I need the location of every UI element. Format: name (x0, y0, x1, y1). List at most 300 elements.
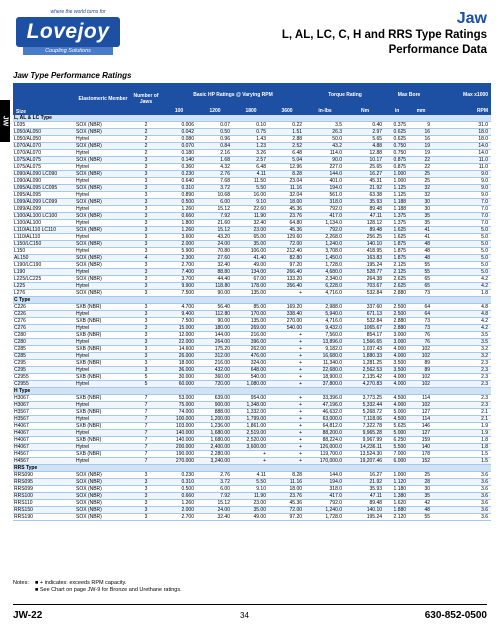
table-cell: 100.000 (161, 416, 197, 423)
table-cell: 89 (409, 367, 433, 374)
table-cell: 256.25 (345, 234, 385, 241)
table-cell: SXB (NBR) (75, 374, 131, 381)
table-cell: 532.84 (345, 318, 385, 325)
table-cell: 5.0 (459, 241, 491, 248)
table-cell: L075/AL075 (13, 157, 75, 164)
table-cell: 3 (131, 493, 161, 500)
table-cell (433, 367, 459, 374)
table-cell: 75.000 (161, 402, 197, 409)
table-cell: 0.875 (385, 157, 409, 164)
table-cell (433, 269, 459, 276)
table-cell: 7.400 (161, 269, 197, 276)
table-cell: 114.0 (305, 150, 345, 157)
table-cell: 16.27 (345, 472, 385, 479)
table-cell: 3 (131, 213, 161, 220)
table-cell: H3067 (13, 395, 75, 402)
table-cell: 5.900 (161, 248, 197, 255)
table-cell: 0.230 (161, 171, 197, 178)
table-cell: 792.0 (305, 500, 345, 507)
table-cell: 0.22 (269, 122, 305, 129)
table-cell: 854.17 (345, 332, 385, 339)
table-cell (433, 444, 459, 451)
table-cell: 112.80 (197, 311, 233, 318)
table-cell: SXB (NBR) (75, 395, 131, 402)
table-cell: 3.000 (385, 332, 409, 339)
table-cell: 32.40 (197, 262, 233, 269)
table-cell: 2.76 (197, 171, 233, 178)
header-torque-group: Torque Rating (328, 91, 362, 98)
table-cell: 417.0 (305, 213, 345, 220)
table-cell: 5.0 (459, 262, 491, 269)
table-cell: SOX (NBR) (75, 143, 131, 150)
table-cell: 3.6 (459, 479, 491, 486)
table-cell: 3,773.25 (345, 395, 385, 402)
table-cell: 888.00 (197, 409, 233, 416)
table-cell: 540.00 (233, 374, 269, 381)
table-row (13, 374, 491, 381)
table-cell: 5.500 (385, 444, 409, 451)
table-row (13, 171, 491, 178)
logo-badge (16, 17, 120, 47)
table-cell: 2.000 (161, 241, 197, 248)
table-cell: 21.92 (345, 479, 385, 486)
table-cell: 4.8 (459, 304, 491, 311)
table-cell: 2.52 (269, 143, 305, 150)
table-cell: 3 (131, 325, 161, 332)
page-title: L, AL, LC, C, H and RRS Type Ratings (281, 29, 487, 41)
table-cell: L100/AL100 LC100 (13, 213, 75, 220)
header-jaws: Number of Jaws (133, 92, 159, 105)
table-cell: 27.60 (197, 255, 233, 262)
table-cell: 1065.67 (345, 325, 385, 332)
logo-wordmark: Lovejoy (26, 20, 110, 43)
table-cell: 2.880 (385, 325, 409, 332)
table-cell: 0.660 (161, 213, 197, 220)
table-cell: 1.880 (385, 507, 409, 514)
table-cell: 792.0 (305, 227, 345, 234)
table-cell: Hytrel (75, 416, 131, 423)
table-header-row (13, 83, 491, 107)
table-cell: 3 (131, 227, 161, 234)
table-cell: 1,200.00 (197, 416, 233, 423)
table-row (13, 360, 491, 367)
table-cell: + (269, 437, 305, 444)
table-cell: Hytrel (75, 269, 131, 276)
section-label: H Type (13, 388, 491, 395)
table-cell: 30.000 (161, 374, 197, 381)
table-cell: 2,135.42 (345, 374, 385, 381)
table-cell: 2.1 (459, 416, 491, 423)
table-cell: Hytrel (75, 402, 131, 409)
table-cell: 2.880 (385, 290, 409, 297)
table-cell: 1.180 (385, 486, 409, 493)
table-cell: Hytrel (75, 430, 131, 437)
table-cell: SOX (NBR) (75, 171, 131, 178)
table-row (13, 248, 491, 255)
table-row (13, 353, 491, 360)
table-row (13, 458, 491, 465)
table-cell: 4.500 (385, 395, 409, 402)
table-cell: 0.75 (233, 129, 269, 136)
table-cell (433, 129, 459, 136)
table-cell: 24.00 (197, 507, 233, 514)
table-cell: 48 (409, 255, 433, 262)
table-cell: 140.10 (345, 241, 385, 248)
table-cell: 3 (131, 339, 161, 346)
table-cell: Hytrel (75, 234, 131, 241)
table-cell (433, 479, 459, 486)
table-cell: 3 (131, 206, 161, 213)
table-cell: Hytrel (75, 178, 131, 185)
table-cell: + (269, 353, 305, 360)
table-cell: Hytrel (75, 458, 131, 465)
table-cell (433, 150, 459, 157)
table-cell: 5.000 (385, 430, 409, 437)
table-cell: 23.76 (269, 213, 305, 220)
footer-page-code: JW-22 (13, 610, 43, 621)
table-cell (433, 346, 459, 353)
table-cell: 3 (131, 283, 161, 290)
table-cell: 2.3 (459, 402, 491, 409)
table-cell: 5,940.0 (305, 311, 345, 318)
table-cell: 401.0 (305, 178, 345, 185)
table-cell (433, 143, 459, 150)
table-cell: 3 (131, 157, 161, 164)
section-row (13, 388, 491, 395)
table-cell: C2955 (13, 374, 75, 381)
table-cell: 37,800.0 (305, 381, 345, 388)
table-cell: 170,000.0 (305, 458, 345, 465)
table-cell: SOX (NBR) (75, 122, 131, 129)
table-cell: 2.500 (385, 311, 409, 318)
lovejoy-logo[interactable] (13, 9, 119, 55)
table-cell: H3567 (13, 409, 75, 416)
table-cell: 0.006 (161, 122, 197, 129)
table-row (13, 339, 491, 346)
table-cell: 0.10 (233, 122, 269, 129)
table-cell: 14.0 (459, 150, 491, 157)
table-cell: 3 (131, 164, 161, 171)
table-cell: 25 (409, 472, 433, 479)
table-cell: 67.00 (233, 276, 269, 283)
table-cell: 36.000 (161, 367, 197, 374)
table-cell: 102 (409, 381, 433, 388)
table-cell: 190.000 (161, 451, 197, 458)
table-cell: Hytrel (75, 353, 131, 360)
table-cell: C2955 (13, 381, 75, 388)
table-cell: 1,080.00 (233, 381, 269, 388)
table-cell: 3 (131, 353, 161, 360)
table-cell (433, 318, 459, 325)
table-cell: 12.000 (161, 332, 197, 339)
table-cell: 3 (131, 472, 161, 479)
table-cell: 7.92 (197, 213, 233, 220)
table-cell: + (269, 409, 305, 416)
table-cell: SOX (NBR) (75, 213, 131, 220)
table-cell: 3.6 (459, 486, 491, 493)
header-in: in (394, 108, 400, 114)
table-cell: 338.40 (269, 311, 305, 318)
table-cell: + (269, 367, 305, 374)
table-cell: 41 (409, 227, 433, 234)
table-cell: 2,519.00 (233, 430, 269, 437)
table-cell: 0.40 (345, 122, 385, 129)
table-cell: 55 (409, 262, 433, 269)
table-cell: 102 (409, 353, 433, 360)
table-row (13, 346, 491, 353)
table-cell (433, 185, 459, 192)
table-cell (433, 332, 459, 339)
table-cell: + (269, 290, 305, 297)
table-cell: H4567 (13, 451, 75, 458)
table-cell: 63,000.0 (305, 416, 345, 423)
table-cell: 5 (131, 381, 161, 388)
table-cell: 18.00 (269, 199, 305, 206)
table-cell: 32 (409, 192, 433, 199)
table-cell: 12.88 (345, 150, 385, 157)
table-row (13, 122, 491, 129)
table-cell: 194.0 (305, 185, 345, 192)
table-row (13, 395, 491, 402)
ratings-table (13, 83, 491, 521)
table-cell: 2,520.00 (233, 437, 269, 444)
table-cell: L070/AL070 (13, 150, 75, 157)
note-line-2: ■ See Chart on page JW-9 for Bronze and Urethane ratings. (35, 587, 182, 593)
table-cell: 102 (409, 374, 433, 381)
table-cell: 200.000 (161, 444, 197, 451)
table-row (13, 136, 491, 143)
table-cell: C280 (13, 339, 75, 346)
table-cell: SOX (NBR) (75, 241, 131, 248)
table-cell: L050/AL050 (13, 129, 75, 136)
table-cell: Hytrel (75, 283, 131, 290)
table-cell: 9,965.28 (345, 430, 385, 437)
table-cell: L110/AL110 (13, 234, 75, 241)
table-cell: 5.65 (345, 136, 385, 143)
table-cell: 11.90 (233, 493, 269, 500)
table-cell: 1,728.0 (305, 262, 345, 269)
table-row (13, 325, 491, 332)
table-cell: + (233, 458, 269, 465)
table-cell: 396.00 (233, 339, 269, 346)
table-cell: 22.60 (233, 206, 269, 213)
table-cell: 318.0 (305, 199, 345, 206)
table-cell: 1,861.00 (233, 423, 269, 430)
table-cell: 11.50 (233, 178, 269, 185)
table-cell: 1,348.00 (233, 402, 269, 409)
table-cell: 1.000 (385, 472, 409, 479)
table-cell: 3 (131, 318, 161, 325)
table-cell: 9.900 (161, 283, 197, 290)
table-cell: 3 (131, 486, 161, 493)
table-cell: 48 (409, 507, 433, 514)
table-cell: 89.48 (345, 500, 385, 507)
table-row (13, 192, 491, 199)
table-cell: 2 (131, 150, 161, 157)
table-cell: 1.43 (233, 136, 269, 143)
section-label: L, AL & LC Type (13, 115, 491, 122)
table-cell: 11.0 (459, 157, 491, 164)
table-cell: 4 (131, 255, 161, 262)
side-tab (0, 100, 10, 142)
table-cell: + (269, 451, 305, 458)
table-cell: Hytrel (75, 150, 131, 157)
table-cell: 7.500 (161, 318, 197, 325)
table-cell: 0.875 (385, 164, 409, 171)
logo-tagline: where the world turns for (50, 9, 106, 15)
table-cell: 312.00 (197, 353, 233, 360)
table-cell: 33,396.0 (305, 395, 345, 402)
table-cell: + (269, 458, 305, 465)
table-cell: 212.40 (269, 248, 305, 255)
table-cell: 127 (409, 409, 433, 416)
table-cell: 35.93 (345, 486, 385, 493)
table-cell: L090/AL090 (13, 178, 75, 185)
table-cell: 73 (409, 290, 433, 297)
table-cell: 3 (131, 367, 161, 374)
table-cell: 35.00 (233, 507, 269, 514)
table-row (13, 185, 491, 192)
table-cell: Hytrel (75, 367, 131, 374)
table-row (13, 227, 491, 234)
table-cell (433, 304, 459, 311)
header-inlbs: in-lbs (318, 108, 332, 114)
table-cell: 21.60 (197, 220, 233, 227)
table-cell: 1.380 (385, 493, 409, 500)
table-cell: 7 (131, 423, 161, 430)
table-cell: 1.260 (161, 206, 197, 213)
table-cell (433, 192, 459, 199)
table-row (13, 241, 491, 248)
table-cell: 0.625 (385, 136, 409, 143)
table-cell: 4.32 (197, 164, 233, 171)
table-cell: 1.9 (459, 430, 491, 437)
table-cell: C226 (13, 304, 75, 311)
table-row (13, 437, 491, 444)
table-cell: 1.5 (459, 458, 491, 465)
table-cell: 89.48 (345, 206, 385, 213)
table-cell: 65.00 (233, 234, 269, 241)
table-cell: 82.80 (269, 255, 305, 262)
table-cell: L095/AL095 (13, 192, 75, 199)
table-cell: 30 (409, 486, 433, 493)
table-cell: 2.300 (161, 255, 197, 262)
table-cell: 7 (131, 395, 161, 402)
table-cell: 19 (409, 150, 433, 157)
table-cell: 2.3 (459, 367, 491, 374)
table-cell: 35.00 (233, 241, 269, 248)
table-cell: 0.640 (161, 178, 197, 185)
table-cell: 3 (131, 248, 161, 255)
table-cell: 73 (409, 318, 433, 325)
table-cell: 2 (131, 143, 161, 150)
table-cell: 2.000 (161, 507, 197, 514)
table-cell: 216.00 (233, 332, 269, 339)
table-cell: 88,200.0 (305, 430, 345, 437)
table-cell: 5.0 (459, 227, 491, 234)
table-cell: 22,680.0 (305, 367, 345, 374)
table-cell: 3.6 (459, 514, 491, 521)
table-cell: C226 (13, 311, 75, 318)
table-cell: 417.0 (305, 493, 345, 500)
table-cell: 0.96 (197, 136, 233, 143)
table-cell: 21.92 (345, 185, 385, 192)
table-cell: 70.80 (197, 248, 233, 255)
table-cell: 1,240.0 (305, 241, 345, 248)
table-cell: 4.000 (385, 381, 409, 388)
table-cell: 127 (409, 430, 433, 437)
table-cell: 1,566.65 (345, 339, 385, 346)
table-cell: SOX (NBR) (75, 185, 131, 192)
table-cell: 0.230 (161, 472, 197, 479)
table-cell: + (269, 423, 305, 430)
table-cell: 3 (131, 171, 161, 178)
table-cell: 4.2 (459, 276, 491, 283)
table-cell: SOX (NBR) (75, 514, 131, 521)
table-cell: 7,560.0 (305, 332, 345, 339)
table-cell: 55 (409, 514, 433, 521)
table-cell: 671.13 (345, 311, 385, 318)
table-cell: 4.000 (385, 353, 409, 360)
table-cell: 356.40 (269, 283, 305, 290)
table-cell (433, 311, 459, 318)
table-cell: Hytrel (75, 339, 131, 346)
table-cell: 180.00 (197, 325, 233, 332)
table-cell: 2.88 (269, 136, 305, 143)
table-cell: + (269, 444, 305, 451)
table-cell: 35 (409, 220, 433, 227)
table-row (13, 507, 491, 514)
table-cell: 4.2 (459, 325, 491, 332)
table-cell: 5.625 (385, 423, 409, 430)
table-cell: L099/AL099 (13, 206, 75, 213)
table-cell: 0.140 (161, 157, 197, 164)
table-row (13, 416, 491, 423)
table-cell: 1.5 (459, 451, 491, 458)
table-cell: + (269, 381, 305, 388)
table-row (13, 150, 491, 157)
table-cell: 35.93 (345, 199, 385, 206)
table-cell: RRS110 (13, 500, 75, 507)
table-cell (433, 458, 459, 465)
table-cell: 0.890 (161, 192, 197, 199)
table-cell: 2.57 (233, 157, 269, 164)
table-cell: 3 (131, 500, 161, 507)
table-cell: 262.00 (233, 346, 269, 353)
table-cell: 88,224.0 (305, 437, 345, 444)
table-cell: + (269, 430, 305, 437)
table-cell: 53.000 (161, 395, 197, 402)
table-cell: 2 (131, 136, 161, 143)
table-cell: 3 (131, 304, 161, 311)
table-cell: 11.90 (233, 213, 269, 220)
table-cell: 18.0 (459, 129, 491, 136)
table-cell: 3.72 (197, 185, 233, 192)
table-row (13, 479, 491, 486)
table-cell: 23.00 (233, 500, 269, 507)
table-cell: L150/LC150 (13, 241, 75, 248)
table-cell: 10.17 (345, 157, 385, 164)
table-cell: 41.40 (233, 255, 269, 262)
table-cell: 528.77 (345, 269, 385, 276)
table-cell: 1.875 (385, 241, 409, 248)
table-cell: 30 (409, 199, 433, 206)
table-cell: 89.48 (345, 227, 385, 234)
table-cell: 6.00 (197, 486, 233, 493)
table-cell: SOX (NBR) (75, 129, 131, 136)
table-cell: + (269, 339, 305, 346)
table-cell (433, 290, 459, 297)
